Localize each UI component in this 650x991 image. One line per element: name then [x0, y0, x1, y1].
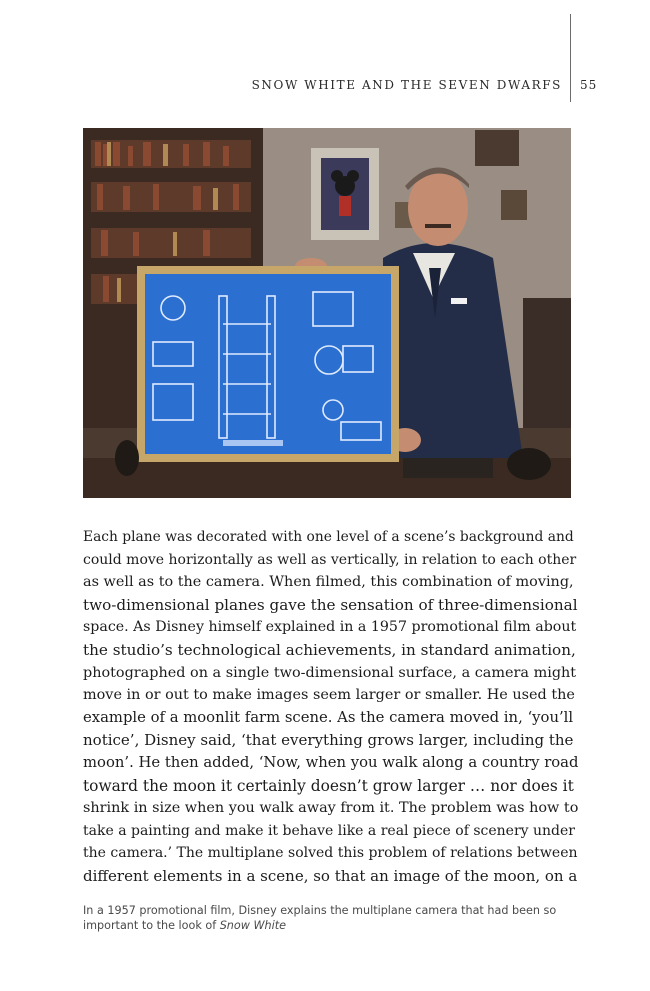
- body-line: notice’, Disney said, ‘that everything grows larger, including the: [83, 731, 574, 750]
- body-line: could move horizontally as well as vertically, in relation to each other: [83, 551, 577, 568]
- header-divider: [570, 14, 571, 102]
- photograph: [83, 128, 571, 498]
- body-line: shrink in size when you walk away from it. The problem was how to: [83, 800, 579, 817]
- body-line: different elements in a scene, so that an image of the moon, on a: [83, 866, 578, 885]
- body-line: move in or out to make images seem larger or smaller. He used the: [83, 687, 575, 704]
- body-line: the camera.’ The multiplane solved this problem of relations between: [83, 845, 578, 862]
- body-line: two-dimensional planes gave the sensation of three-dimensional: [83, 595, 578, 614]
- body-line: photographed on a single two-dimensional surface, a camera might: [83, 664, 577, 681]
- caption-film-title: Snow White: [219, 919, 286, 932]
- caption-line: In a 1957 promotional film, Disney explains the multiplane camera that had been so: [83, 904, 557, 917]
- body-line: as well as to the camera. When filmed, this combination of moving,: [83, 574, 574, 591]
- figure-caption: [83, 903, 583, 933]
- body-line: take a painting and make it behave like a real piece of scenery under: [83, 822, 575, 839]
- running-head: SNOW WHITE AND THE SEVEN DWARFS: [251, 78, 562, 92]
- body-paragraph: [83, 526, 579, 888]
- caption-text: important to the look of: [83, 919, 220, 932]
- body-line: the studio’s technological achievements, in standard animation,: [83, 640, 576, 659]
- body-line: Each plane was decorated with one level of a scene’s background and: [83, 529, 574, 545]
- caption-line: [83, 918, 583, 933]
- body-line: space. As Disney himself explained in a 1957 promotional film about: [83, 619, 577, 636]
- body-line: example of a moonlit farm scene. As the camera moved in, ‘you’ll: [83, 708, 574, 726]
- body-line: toward the moon it certainly doesn’t grow larger … nor does it: [83, 776, 574, 795]
- page-number: 55: [580, 78, 598, 92]
- body-line: moon’. He then added, ‘Now, when you walk along a country road: [83, 753, 579, 771]
- disney-blueprint-photo: [83, 128, 571, 498]
